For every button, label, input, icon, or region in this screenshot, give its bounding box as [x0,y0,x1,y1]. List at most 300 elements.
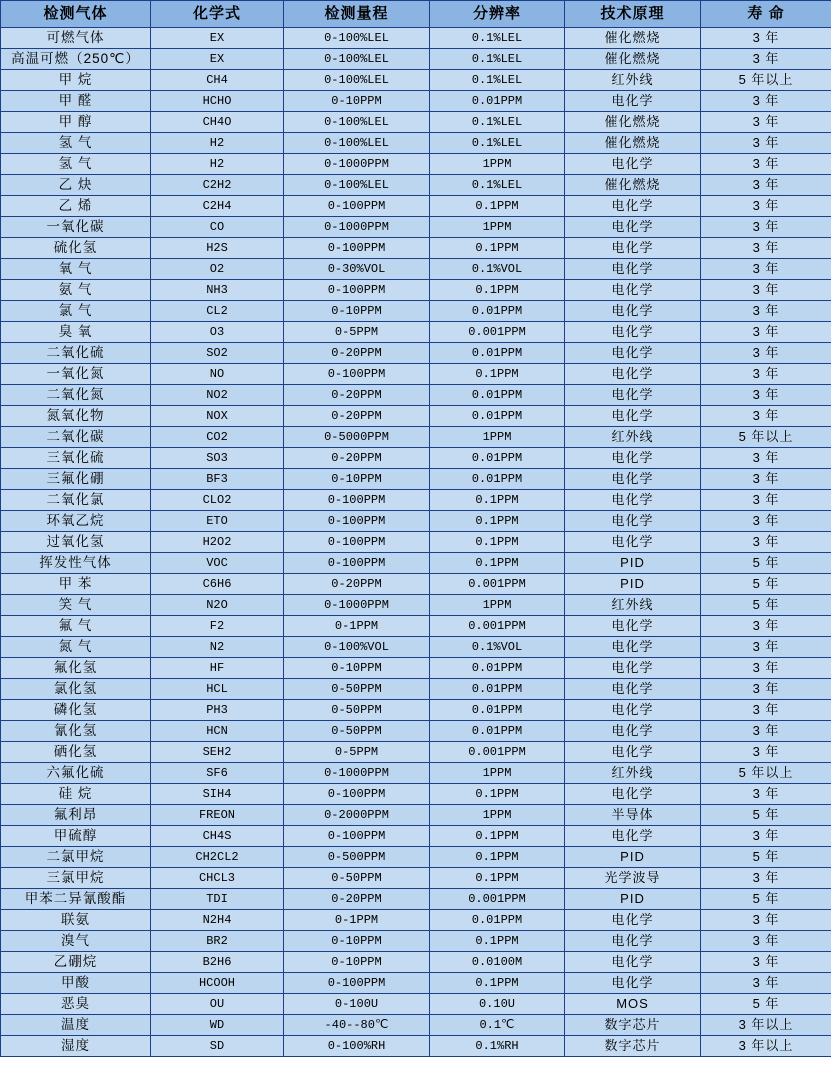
cell-resolution: 0.1%VOL [430,259,565,280]
cell-resolution: 0.01PPM [430,343,565,364]
table-row [1,595,831,616]
cell-range: 0-1000PPM [284,763,430,784]
cell-resolution: 1PPM [430,805,565,826]
cell-range: 0-100PPM [284,826,430,847]
cell-range: 0-100PPM [284,238,430,259]
table-row [1,112,831,133]
cell-formula: SEH2 [151,742,284,763]
table-row [1,784,831,805]
cell-lifetime: 3 年 [701,532,831,553]
cell-resolution: 0.01PPM [430,385,565,406]
cell-range: 0-100%LEL [284,175,430,196]
cell-formula: CL2 [151,301,284,322]
cell-formula: VOC [151,553,284,574]
cell-principle: 电化学 [565,322,701,343]
table-row [1,70,831,91]
cell-lifetime: 5 年 [701,994,831,1015]
cell-range: 0-50PPM [284,868,430,889]
cell-resolution: 0.1PPM [430,973,565,994]
cell-resolution: 0.1PPM [430,931,565,952]
cell-gas: 挥发性气体 [1,553,151,574]
column-header-lifetime: 寿 命 [701,1,831,28]
cell-principle: 电化学 [565,364,701,385]
cell-range: 0-100%LEL [284,28,430,49]
cell-principle: 电化学 [565,700,701,721]
cell-formula: H2 [151,133,284,154]
cell-gas: 磷化氢 [1,700,151,721]
cell-range: 0-20PPM [284,343,430,364]
cell-principle: 电化学 [565,91,701,112]
cell-resolution: 0.1℃ [430,1015,565,1036]
cell-range: 0-5PPM [284,322,430,343]
cell-resolution: 0.1%RH [430,1036,565,1057]
cell-range: 0-100%LEL [284,49,430,70]
cell-gas: 二氧化氯 [1,490,151,511]
cell-resolution: 0.1PPM [430,511,565,532]
cell-resolution: 0.1PPM [430,847,565,868]
cell-gas: 臭 氧 [1,322,151,343]
cell-range: 0-30%VOL [284,259,430,280]
table-row [1,910,831,931]
table-row [1,490,831,511]
cell-resolution: 0.1PPM [430,784,565,805]
cell-principle: 电化学 [565,742,701,763]
cell-range: 0-20PPM [284,574,430,595]
cell-resolution: 0.01PPM [430,469,565,490]
header-row [1,1,831,28]
table-row [1,805,831,826]
cell-lifetime: 3 年 [701,826,831,847]
cell-lifetime: 5 年以上 [701,763,831,784]
table-row [1,364,831,385]
cell-lifetime: 3 年 [701,322,831,343]
table-row [1,280,831,301]
cell-principle: 电化学 [565,973,701,994]
cell-range: 0-100PPM [284,280,430,301]
cell-principle: 电化学 [565,448,701,469]
cell-gas: 氯化氢 [1,679,151,700]
cell-principle: 电化学 [565,196,701,217]
cell-resolution: 0.01PPM [430,700,565,721]
cell-resolution: 0.1PPM [430,532,565,553]
cell-range: -40--80℃ [284,1015,430,1036]
cell-formula: C2H4 [151,196,284,217]
cell-formula: NOX [151,406,284,427]
cell-range: 0-1000PPM [284,595,430,616]
table-row [1,1015,831,1036]
cell-resolution: 0.001PPM [430,889,565,910]
cell-lifetime: 3 年 [701,112,831,133]
cell-resolution: 1PPM [430,217,565,238]
cell-lifetime: 3 年 [701,910,831,931]
cell-resolution: 1PPM [430,763,565,784]
table-row [1,196,831,217]
cell-principle: 电化学 [565,217,701,238]
cell-formula: HCN [151,721,284,742]
table-header [1,1,831,28]
cell-principle: 电化学 [565,784,701,805]
cell-principle: 电化学 [565,679,701,700]
cell-range: 0-10PPM [284,301,430,322]
cell-range: 0-1000PPM [284,154,430,175]
table-row [1,931,831,952]
cell-gas: 氮氧化物 [1,406,151,427]
column-header-range: 检测量程 [284,1,430,28]
table-row [1,28,831,49]
cell-range: 0-100PPM [284,532,430,553]
table-row [1,469,831,490]
cell-resolution: 0.01PPM [430,910,565,931]
cell-gas: 过氧化氢 [1,532,151,553]
cell-formula: N2O [151,595,284,616]
cell-resolution: 0.1PPM [430,553,565,574]
cell-gas: 甲硫醇 [1,826,151,847]
cell-principle: 电化学 [565,343,701,364]
cell-lifetime: 3 年 [701,973,831,994]
cell-lifetime: 3 年 [701,175,831,196]
cell-formula: BF3 [151,469,284,490]
cell-lifetime: 3 年以上 [701,1036,831,1057]
column-header-gas: 检测气体 [1,1,151,28]
cell-principle: 电化学 [565,385,701,406]
cell-principle: 电化学 [565,637,701,658]
cell-principle: 电化学 [565,259,701,280]
cell-gas: 甲 烷 [1,70,151,91]
table-row [1,700,831,721]
cell-formula: PH3 [151,700,284,721]
cell-formula: EX [151,28,284,49]
cell-resolution: 0.1%LEL [430,49,565,70]
cell-formula: CH4O [151,112,284,133]
cell-range: 0-100PPM [284,364,430,385]
cell-range: 0-50PPM [284,679,430,700]
cell-lifetime: 3 年 [701,868,831,889]
cell-principle: 催化燃烧 [565,28,701,49]
cell-gas: 甲酸 [1,973,151,994]
cell-principle: 电化学 [565,154,701,175]
cell-gas: 湿度 [1,1036,151,1057]
cell-principle: 电化学 [565,658,701,679]
cell-resolution: 0.01PPM [430,679,565,700]
cell-range: 0-100PPM [284,511,430,532]
cell-range: 0-10PPM [284,931,430,952]
cell-principle: 催化燃烧 [565,133,701,154]
cell-resolution: 0.1%LEL [430,133,565,154]
cell-gas: 环氧乙烷 [1,511,151,532]
cell-gas: 氨 气 [1,280,151,301]
cell-resolution: 0.1PPM [430,238,565,259]
cell-formula: SO3 [151,448,284,469]
cell-principle: 数字芯片 [565,1036,701,1057]
cell-resolution: 0.1PPM [430,280,565,301]
table-row [1,847,831,868]
cell-gas: 二氧化碳 [1,427,151,448]
cell-gas: 高温可燃（250℃） [1,49,151,70]
cell-gas: 氢 气 [1,154,151,175]
cell-resolution: 0.001PPM [430,616,565,637]
table-row [1,658,831,679]
table-row [1,238,831,259]
cell-lifetime: 3 年 [701,28,831,49]
cell-resolution: 0.1PPM [430,490,565,511]
column-header-formula: 化学式 [151,1,284,28]
cell-gas: 溴气 [1,931,151,952]
cell-formula: OU [151,994,284,1015]
cell-resolution: 0.1PPM [430,868,565,889]
cell-range: 0-10PPM [284,469,430,490]
table-row [1,427,831,448]
cell-formula: SD [151,1036,284,1057]
cell-lifetime: 5 年以上 [701,70,831,91]
table-row [1,532,831,553]
cell-resolution: 0.01PPM [430,721,565,742]
cell-resolution: 0.001PPM [430,574,565,595]
table-row [1,889,831,910]
cell-gas: 笑 气 [1,595,151,616]
cell-range: 0-100%RH [284,1036,430,1057]
cell-range: 0-100PPM [284,490,430,511]
cell-principle: 红外线 [565,595,701,616]
cell-range: 0-20PPM [284,448,430,469]
cell-principle: 电化学 [565,301,701,322]
cell-resolution: 0.10U [430,994,565,1015]
cell-range: 0-500PPM [284,847,430,868]
cell-principle: 红外线 [565,427,701,448]
cell-formula: HCL [151,679,284,700]
cell-lifetime: 3 年 [701,154,831,175]
cell-principle: 电化学 [565,238,701,259]
cell-range: 0-100%LEL [284,70,430,91]
table-row [1,763,831,784]
cell-resolution: 0.0100M [430,952,565,973]
cell-gas: 硅 烷 [1,784,151,805]
cell-resolution: 0.1%LEL [430,112,565,133]
cell-principle: 电化学 [565,721,701,742]
table-row [1,952,831,973]
cell-gas: 温度 [1,1015,151,1036]
cell-formula: CO [151,217,284,238]
cell-gas: 可燃气体 [1,28,151,49]
cell-lifetime: 3 年 [701,217,831,238]
cell-lifetime: 3 年 [701,721,831,742]
cell-formula: BR2 [151,931,284,952]
cell-range: 0-100PPM [284,784,430,805]
cell-resolution: 1PPM [430,427,565,448]
cell-resolution: 0.01PPM [430,448,565,469]
cell-resolution: 0.01PPM [430,406,565,427]
cell-formula: CH4 [151,70,284,91]
cell-formula: CO2 [151,427,284,448]
cell-resolution: 0.1%LEL [430,175,565,196]
cell-formula: CLO2 [151,490,284,511]
table-row [1,616,831,637]
cell-formula: CH4S [151,826,284,847]
cell-gas: 乙硼烷 [1,952,151,973]
table-row [1,826,831,847]
cell-lifetime: 3 年 [701,238,831,259]
cell-range: 0-100%LEL [284,112,430,133]
cell-gas: 联氨 [1,910,151,931]
cell-range: 0-20PPM [284,385,430,406]
table-row [1,322,831,343]
cell-lifetime: 5 年 [701,805,831,826]
cell-lifetime: 5 年 [701,889,831,910]
cell-range: 0-20PPM [284,889,430,910]
cell-range: 0-100PPM [284,553,430,574]
cell-formula: F2 [151,616,284,637]
cell-lifetime: 3 年 [701,406,831,427]
cell-lifetime: 3 年 [701,469,831,490]
cell-gas: 二氧化硫 [1,343,151,364]
table-row [1,217,831,238]
cell-lifetime: 3 年 [701,385,831,406]
cell-principle: 光学波导 [565,868,701,889]
cell-resolution: 0.1%VOL [430,637,565,658]
cell-range: 0-20PPM [284,406,430,427]
cell-principle: 红外线 [565,763,701,784]
cell-gas: 氯 气 [1,301,151,322]
cell-range: 0-1PPM [284,616,430,637]
cell-formula: SF6 [151,763,284,784]
cell-formula: C2H2 [151,175,284,196]
cell-principle: 红外线 [565,70,701,91]
cell-formula: NH3 [151,280,284,301]
cell-range: 0-10PPM [284,952,430,973]
cell-formula: C6H6 [151,574,284,595]
table-row [1,448,831,469]
cell-principle: 电化学 [565,826,701,847]
table-row [1,574,831,595]
table-row [1,133,831,154]
cell-lifetime: 3 年 [701,742,831,763]
cell-principle: 电化学 [565,490,701,511]
table-row [1,406,831,427]
cell-formula: O3 [151,322,284,343]
cell-gas: 一氧化碳 [1,217,151,238]
cell-resolution: 0.1PPM [430,196,565,217]
cell-resolution: 0.001PPM [430,742,565,763]
cell-formula: O2 [151,259,284,280]
cell-range: 0-2000PPM [284,805,430,826]
cell-resolution: 0.1%LEL [430,28,565,49]
table-row [1,637,831,658]
table-row [1,553,831,574]
cell-resolution: 0.01PPM [430,91,565,112]
cell-gas: 二氯甲烷 [1,847,151,868]
cell-lifetime: 3 年 [701,133,831,154]
cell-principle: 催化燃烧 [565,49,701,70]
cell-gas: 一氧化氮 [1,364,151,385]
cell-principle: 电化学 [565,511,701,532]
cell-resolution: 0.01PPM [430,301,565,322]
cell-lifetime: 3 年 [701,511,831,532]
cell-principle: 电化学 [565,532,701,553]
cell-range: 0-5PPM [284,742,430,763]
cell-gas: 氟 气 [1,616,151,637]
cell-range: 0-10PPM [284,91,430,112]
table-row [1,49,831,70]
cell-lifetime: 3 年 [701,259,831,280]
table-row [1,385,831,406]
cell-principle: PID [565,553,701,574]
table-row [1,91,831,112]
cell-lifetime: 3 年 [701,784,831,805]
cell-formula: TDI [151,889,284,910]
cell-formula: NO [151,364,284,385]
cell-lifetime: 3 年 [701,343,831,364]
column-header-principle: 技术原理 [565,1,701,28]
cell-resolution: 0.1%LEL [430,70,565,91]
cell-lifetime: 3 年 [701,196,831,217]
cell-lifetime: 3 年 [701,448,831,469]
cell-gas: 乙 烯 [1,196,151,217]
cell-formula: HCOOH [151,973,284,994]
cell-formula: H2O2 [151,532,284,553]
cell-resolution: 0.1PPM [430,364,565,385]
table-body [1,28,831,1057]
cell-principle: 电化学 [565,910,701,931]
cell-gas: 乙 炔 [1,175,151,196]
cell-formula: H2S [151,238,284,259]
table-row [1,721,831,742]
cell-range: 0-100PPM [284,196,430,217]
cell-formula: WD [151,1015,284,1036]
cell-formula: EX [151,49,284,70]
cell-gas: 氟化氢 [1,658,151,679]
cell-formula: CHCL3 [151,868,284,889]
table-row [1,868,831,889]
cell-gas: 恶臭 [1,994,151,1015]
cell-formula: HCHO [151,91,284,112]
cell-lifetime: 3 年 [701,616,831,637]
cell-lifetime: 3 年 [701,49,831,70]
cell-resolution: 0.1PPM [430,826,565,847]
cell-formula: FREON [151,805,284,826]
cell-gas: 三氟化硼 [1,469,151,490]
cell-gas: 氰化氢 [1,721,151,742]
cell-lifetime: 3 年 [701,931,831,952]
cell-gas: 三氯甲烷 [1,868,151,889]
cell-gas: 甲苯二异氰酸酯 [1,889,151,910]
cell-lifetime: 3 年 [701,637,831,658]
cell-formula: ETO [151,511,284,532]
cell-gas: 甲 醛 [1,91,151,112]
cell-range: 0-50PPM [284,700,430,721]
cell-principle: 半导体 [565,805,701,826]
table-row [1,511,831,532]
cell-lifetime: 5 年以上 [701,427,831,448]
cell-lifetime: 3 年 [701,490,831,511]
cell-resolution: 1PPM [430,154,565,175]
table-row [1,973,831,994]
cell-principle: 数字芯片 [565,1015,701,1036]
cell-lifetime: 3 年 [701,280,831,301]
cell-principle: 电化学 [565,952,701,973]
cell-resolution: 0.001PPM [430,322,565,343]
cell-range: 0-50PPM [284,721,430,742]
cell-lifetime: 5 年 [701,595,831,616]
cell-gas: 甲 醇 [1,112,151,133]
cell-lifetime: 3 年以上 [701,1015,831,1036]
cell-principle: 催化燃烧 [565,175,701,196]
cell-principle: MOS [565,994,701,1015]
cell-gas: 氟利昂 [1,805,151,826]
cell-formula: SO2 [151,343,284,364]
cell-gas: 甲 苯 [1,574,151,595]
cell-range: 0-1PPM [284,910,430,931]
cell-resolution: 0.01PPM [430,658,565,679]
cell-principle: 电化学 [565,280,701,301]
